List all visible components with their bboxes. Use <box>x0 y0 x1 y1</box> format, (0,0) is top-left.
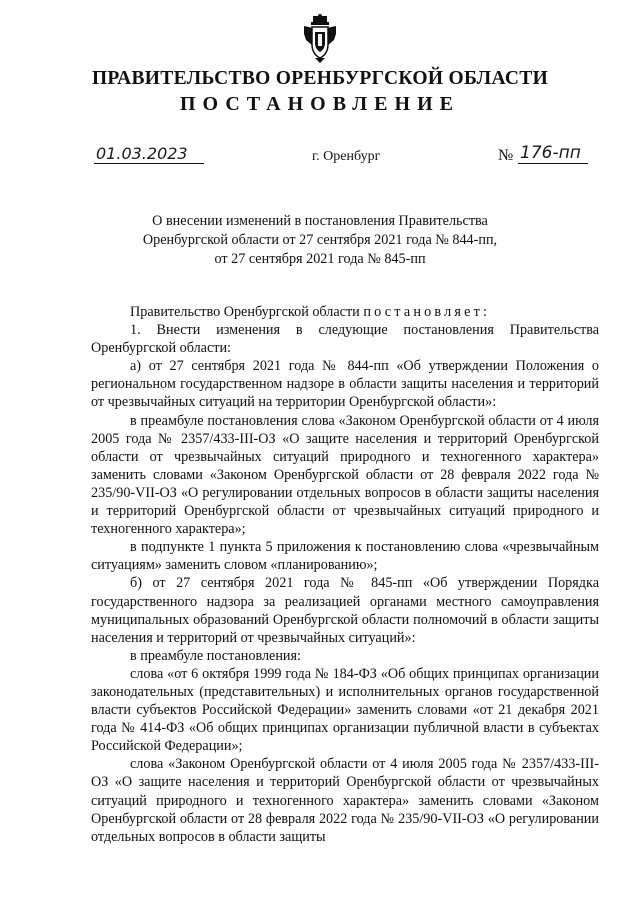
intro-verb: постановляет: <box>363 304 491 320</box>
intro-paragraph <box>91 303 599 321</box>
document-type: ПОСТАНОВЛЕНИЕ <box>180 93 460 115</box>
paragraph: а) от 27 сентября 2021 года № 844-пп «Об утверждении Положения о региональном государственном надзоре в области защиты населения и территорий от чрезвычайных ситуаций на территории Оренбургской области»: <box>91 358 599 411</box>
paragraph: 1. Внести изменения в следующие постановления Правительства Оренбургской области: <box>91 322 599 357</box>
document-city: г. Оренбург <box>312 149 381 164</box>
paragraph: в преамбуле постановления: <box>130 647 301 664</box>
heading-line: О внесении изменений в постановления Правительства <box>152 213 488 229</box>
document-number: 176-пп <box>518 143 588 164</box>
paragraph: слова «Законом Оренбургской области от 4 июля 2005 года № 2357/433-III-ОЗ «О защите населения и территорий Оренбургской области от чрезвычайных ситуаций природного и техногенного характера» заменить словами «Законом Оренбургской области от 28 февраля 2022 года № 235/90-VII-ОЗ «О регулировании отдельных вопросов в области защиты <box>91 756 599 845</box>
paragraph: в подпункте 1 пункта 5 приложения к постановлению слова «чрезвычайным ситуациям» заменить словом «планированию»; <box>91 539 599 574</box>
government-name: ПРАВИТЕЛЬСТВО ОРЕНБУРГСКОЙ ОБЛАСТИ <box>91 68 549 89</box>
document-body <box>91 303 599 846</box>
heading-line: Оренбургской области от 27 сентября 2021 года № 844-пп, <box>142 232 498 248</box>
paragraph: б) от 27 сентября 2021 года № 845-пп «Об утверждении Порядка государственного надзора за реализацией органами местного самоуправления муниципальных образований Оренбургской области полномочий в области защиты населения и территорий от чрезвычайных ситуаций»: <box>91 575 599 646</box>
coat-of-arms-icon <box>301 14 339 64</box>
document-date: 01.03.2023 <box>94 144 204 164</box>
paragraph: в преамбуле постановления слова «Законом Оренбургской области от 4 июля 2005 года № 2357/433-III-ОЗ «О защите населения и территорий Оренбургской области от чрезвычайных ситуаций природного и техногенного характера» заменить словами «Законом Оренбургской области от 28 февраля 2022 года № 235/90-VII-ОЗ «О регулировании отдельных вопросов в области защиты населения и территорий Оренбургской области от чрезвычайных ситуаций природного и техногенного характера»; <box>91 412 599 538</box>
paragraph: слова «от 6 октября 1999 года № 184-ФЗ «Об общих принципах организации законодательных (представительных) и исполнительных органов государственной власти субъектов Российской Федерации» заменить словами «от 21 декабря 2021 года № 414-ФЗ «Об общих принципах организации публичной власти в субъектах Российской Федерации»; <box>91 665 599 755</box>
document-heading <box>0 212 640 269</box>
heading-line: от 27 сентября 2021 года № 845-пп <box>214 251 426 267</box>
number-sign: № <box>498 147 514 164</box>
intro-text: Правительство Оренбургской области <box>130 304 360 320</box>
